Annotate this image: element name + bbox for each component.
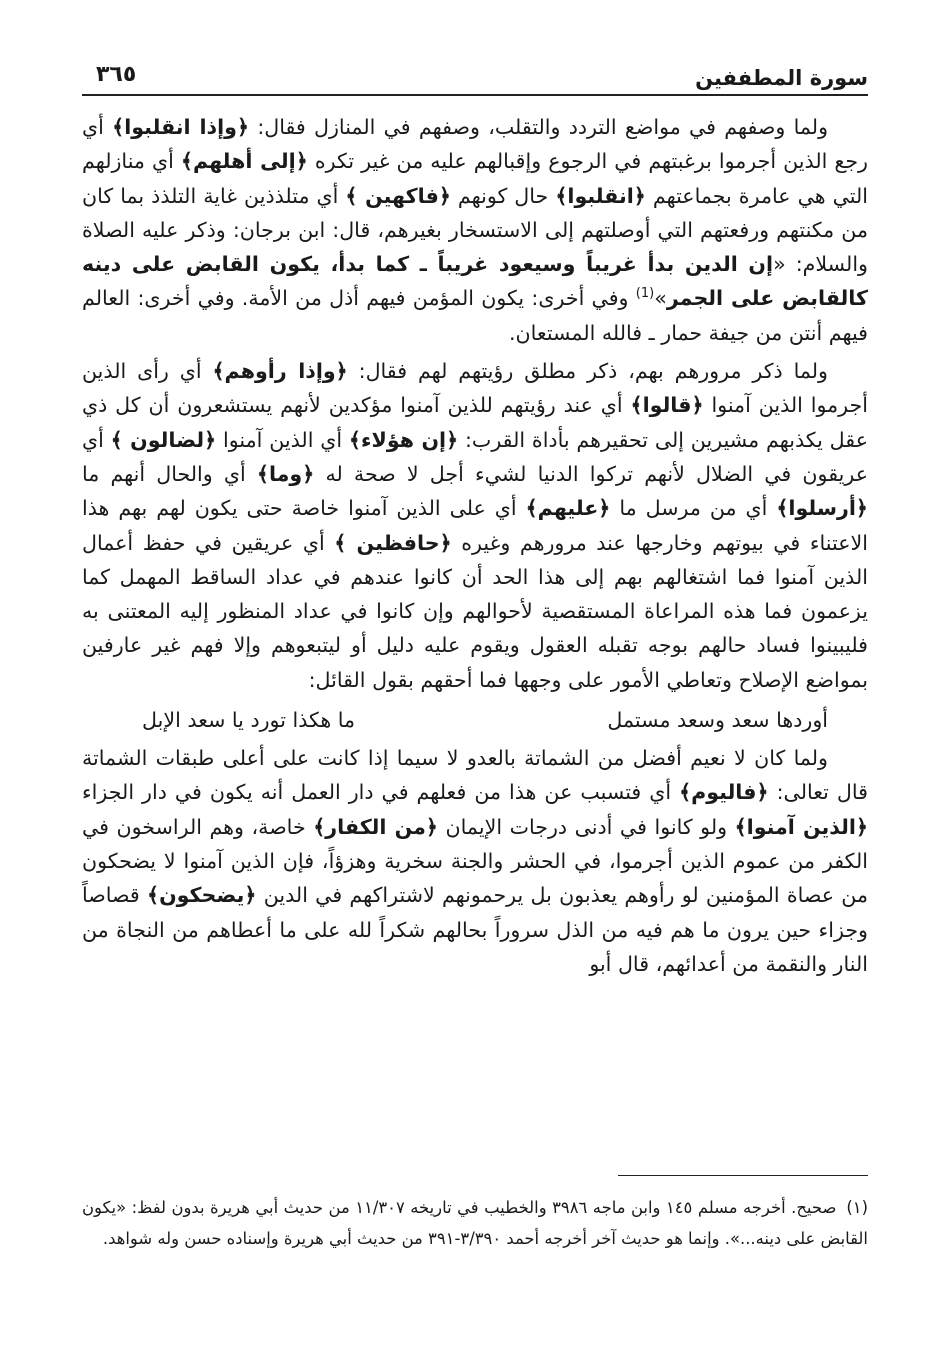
paragraph-text: أي متلذذين غاية التلذذ بما كان من مكنتهم ورفعتهم التي أوصلتهم إلى الاستسخار بغيرهم، قال: ابن برجان: وذكر عليه الصلاة والسلام: « — [82, 183, 868, 277]
page-body — [82, 110, 868, 981]
quran-quote: ﴿لضالون ﴾ — [110, 427, 217, 452]
quran-quote: ﴿فاكهين ﴾ — [345, 183, 451, 208]
verse-hemistich-2: ما هكذا تورد يا سعد الإبل — [142, 708, 356, 733]
paragraph-text: أي منازلهم التي هي عامرة بجماعتهم — [82, 149, 868, 208]
page-header — [82, 58, 868, 96]
quran-quote: ﴿وإذا رأوهم﴾ — [212, 359, 348, 384]
paragraph-2 — [82, 354, 868, 697]
paragraph-text: ولو كانوا في أدنى درجات الإيمان — [438, 814, 735, 839]
quran-quote: ﴿من الكفار﴾ — [313, 814, 438, 839]
surah-title: سورة المطففين — [695, 66, 868, 90]
page-number: ٣٦٥ — [96, 62, 137, 87]
paragraph-text: أي على الذين آمنوا خاصة حتى يكون لهم بهم هذا الاعتناء في بيوتهم وخارجها عند مرورهم وغيره — [82, 496, 868, 555]
quran-quote: ﴿الذين آمنوا﴾ — [734, 814, 869, 839]
paragraph-text: أي عريقين في حفظ أعمال الذين آمنوا فما اشتغالهم بهم إلى هذا الحد أن كانوا عندهم في عداد الساقط المهمل كما يزعمون فما هذه المراعاة المستقصية لأحوالهم وإن كانوا في عداد المنظور إليه المعتنى به فليبينوا فساد حالهم بوجه تقبله العقول ويقوم عليه دليل أو ليتبعوهم وإلا فهم غير عارفين بمواضع الإصلاح وتعاطي الأمور على وجهها فما أحقهم بقول القائل: — [82, 530, 868, 692]
paragraph-text: أي رأى الذين أجرموا الذين آمنوا — [82, 359, 868, 418]
paragraph-text: أي عند رؤيتهم للذين آمنوا مؤكدين لأنهم يستشعرون أن كل ذي عقل يكذبهم مشيرين إلى تحقيرهم بأداة القرب: — [82, 393, 868, 452]
paragraph-text: أي والحال أنهم ما — [82, 461, 257, 486]
paragraph-text: وفي أخرى: يكون المؤمن فيهم أذل من الأمة. وفي أخرى: العالم فيهم أنتن من جيفة حمار ـ فالله المستعان. — [82, 286, 868, 345]
quran-quote: ﴿انقلبوا﴾ — [555, 183, 646, 208]
paragraph-text: ولما كان لا نعيم أفضل من الشماتة بالعدو لا سيما إذا كانت على أعلى طبقات الشماتة قال تعالى: — [82, 746, 868, 805]
quran-quote: ﴿فاليوم﴾ — [679, 780, 769, 805]
quran-quote: ﴿وما﴾ — [256, 461, 315, 486]
paragraph-text: حال كونهم — [450, 183, 556, 208]
paragraph-text: أي فتسبب عن هذا من فعلهم في دار العمل أنه يكون في دار الجزاء — [82, 780, 680, 805]
quran-quote: ﴿يضحكون﴾ — [147, 883, 257, 908]
verse-hemistich-1: أوردها سعد وسعد مستمل — [607, 708, 828, 733]
paragraph-text: ولما وصفهم في مواضع التردد والتقلب، وصفهم في المنازل فقال: — [249, 115, 829, 139]
paragraph-text: قصاصاً وجزاء حين يرون ما هم فيه من الذل سروراً بحالهم شكراً لله على ما أعطاهم من النجاة من النار والنقمة من أعدائهم، قال أبو — [82, 883, 868, 976]
paragraph-text: أي رجع الذين أجرموا برغبتهم في الرجوع وإقبالهم عليه من غير تكره — [82, 115, 868, 174]
paragraph-text: أي الذين آمنوا — [216, 427, 349, 452]
hadith-quote: إن الدين بدأ غريباً وسيعود غريباً ـ كما بدأ، يكون القابض على دينه كالقابض على الجمر — [82, 252, 868, 311]
paragraph-text: أي عريقون في الضلال لأنهم تركوا الدنيا لشيء أجل لا صحة له — [82, 427, 868, 486]
quran-quote: ﴿وإذا انقلبوا﴾ — [112, 115, 250, 139]
quran-quote: ﴿إلى أهلهم﴾ — [180, 149, 308, 174]
paragraph-1 — [82, 110, 868, 350]
paragraph-3 — [82, 741, 868, 981]
paragraph-text: » — [654, 286, 667, 311]
paragraph-text: أي من مرسل ما — [610, 496, 777, 521]
footnote-text: صحيح. أخرجه مسلم ١٤٥ وابن ماجه ٣٩٨٦ والخطيب في تاريخه ١١/٣٠٧ من حديث أبي هريرة بدون لفظ: «يكون القابض على دينه...». وإنما هو حديث آخر أخرجه أحمد ٣/٣٩٠-٣٩١ من حديث أبي هريرة وإسناده حسن وله شواهد. — [82, 1198, 868, 1248]
quran-quote: ﴿حافظين ﴾ — [334, 530, 452, 555]
quran-quote: ﴿قالوا﴾ — [630, 393, 704, 418]
quran-quote: ﴿عليهم﴾ — [525, 496, 611, 521]
footnote-ref: (1) — [635, 286, 655, 302]
paragraph-text: خاصة، وهم الراسخون في الكفر من عموم الذين أجرموا، في الحشر والجنة سخرية وهزؤاً، فإن الذين آمنوا لا يضحكون من عصاة المؤمنين لو رأوهم يعذبون بل يرحمونهم لاشتراكهم في الدين — [82, 814, 868, 908]
footnote-divider — [618, 1175, 868, 1176]
poetry-verse — [82, 703, 868, 737]
quran-quote: ﴿أرسلوا﴾ — [776, 496, 868, 521]
book-page — [82, 58, 868, 985]
footnote-number: (١) — [846, 1198, 868, 1217]
paragraph-text: ولما ذكر مرورهم بهم، ذكر مطلق رؤيتهم لهم فقال: — [347, 359, 829, 384]
footnote — [82, 1192, 868, 1254]
quran-quote: ﴿إن هؤلاء﴾ — [348, 427, 459, 452]
